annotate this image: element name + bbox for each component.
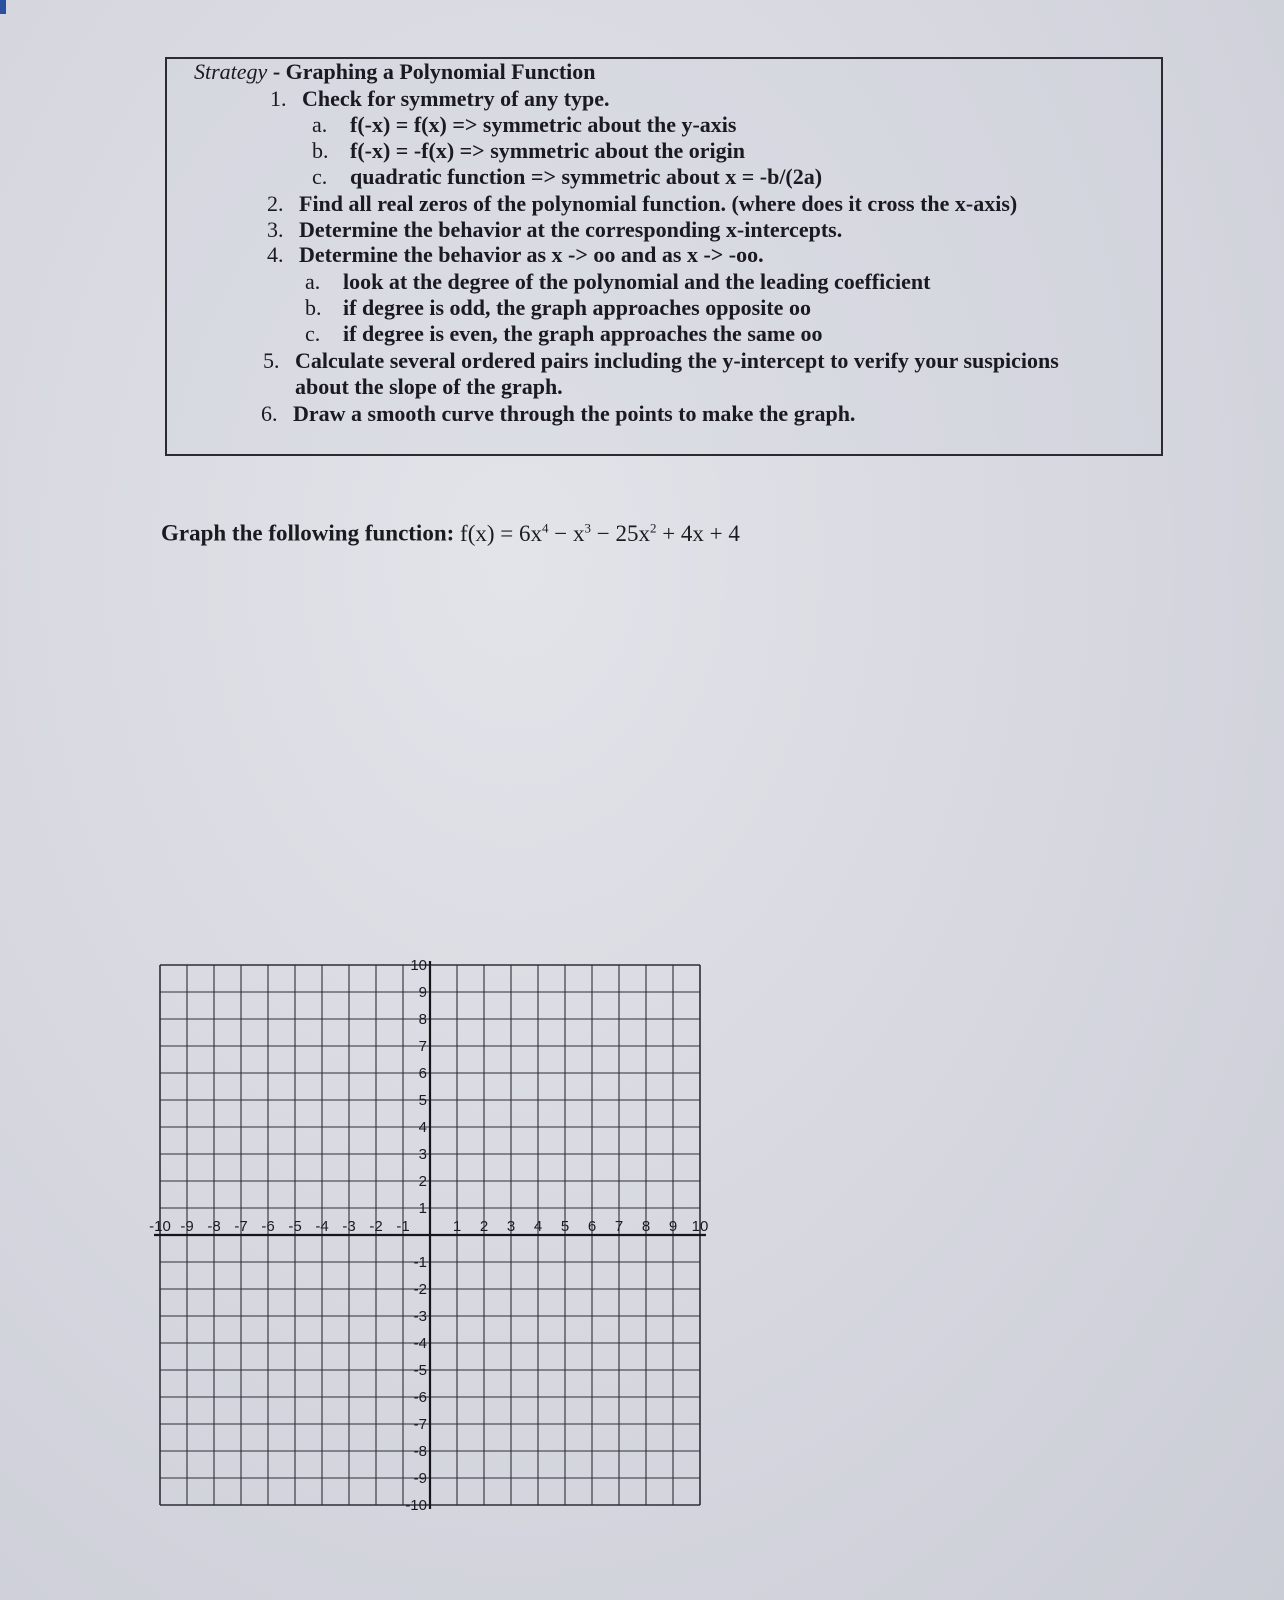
y-tick-label: -4 xyxy=(413,1335,427,1352)
x-tick-label: 5 xyxy=(560,1218,570,1235)
grid-svg xyxy=(140,955,720,1545)
coordinate-grid xyxy=(140,955,720,1545)
strategy-heading: - Graphing a Polynomial Function xyxy=(272,59,596,84)
x-tick-label: 3 xyxy=(506,1218,516,1235)
step-4: 4. Determine the behavior as x -> oo and as x -> -oo. xyxy=(267,242,764,267)
function-expression: $f(x) = 6x^4 - x^3 - 25x^2 + 4x + 4$ xyxy=(460,520,740,546)
step-5: 5. Calculate several ordered pairs including the y-intercept to verify your suspicions xyxy=(263,348,1059,373)
y-tick-label: 7 xyxy=(418,1038,427,1055)
x-tick-label: 1 xyxy=(452,1218,462,1235)
behavior-sub-c: c. if degree is even, the graph approaches the same oo xyxy=(305,321,823,346)
step-3: 3. Determine the behavior at the corresponding x-intercepts. xyxy=(267,217,843,242)
y-tick-label: 2 xyxy=(418,1173,427,1190)
step-1: 1. Check for symmetry of any type. xyxy=(270,86,610,111)
x-tick-label: -6 xyxy=(261,1218,275,1235)
strategy-box xyxy=(165,57,1163,456)
question-prompt: Graph the following function: xyxy=(161,520,455,546)
step-5-continued: about the slope of the graph. xyxy=(295,374,563,399)
y-tick-label: -2 xyxy=(413,1281,427,1298)
symmetry-sub-b: b. f(-x) = -f(x) => symmetric about the origin xyxy=(312,138,746,163)
y-tick-label: 3 xyxy=(418,1146,427,1163)
y-tick-label: 4 xyxy=(418,1119,427,1136)
y-tick-label: 8 xyxy=(418,1011,427,1028)
behavior-sub-b: b. if degree is odd, the graph approaches opposite oo xyxy=(305,295,811,320)
question-text xyxy=(161,520,740,547)
x-tick-label: -10 xyxy=(149,1218,171,1235)
x-tick-label: -8 xyxy=(207,1218,221,1235)
x-tick-label: 8 xyxy=(641,1218,651,1235)
x-tick-label: -3 xyxy=(342,1218,356,1235)
step-2: 2. Find all real zeros of the polynomial function. (where does it cross the x-axis) xyxy=(267,191,1018,216)
y-tick-label: 6 xyxy=(418,1065,427,1082)
y-tick-label: -3 xyxy=(413,1308,427,1325)
y-tick-label: -7 xyxy=(413,1416,427,1433)
symmetry-sub-c: c. quadratic function => symmetric about x = -b/(2a) xyxy=(312,164,823,189)
x-tick-label: 4 xyxy=(533,1218,543,1235)
x-tick-label: 10 xyxy=(691,1218,709,1235)
x-tick-label: 7 xyxy=(614,1218,624,1235)
step-6: 6. Draw a smooth curve through the points to make the graph. xyxy=(261,401,856,426)
y-tick-label: -8 xyxy=(413,1443,427,1460)
y-tick-label: -1 xyxy=(413,1254,427,1271)
y-tick-label: 10 xyxy=(410,957,427,974)
y-tick-label: -10 xyxy=(405,1497,427,1514)
x-tick-label: 2 xyxy=(479,1218,489,1235)
y-tick-label: -5 xyxy=(413,1362,427,1379)
behavior-sub-a: a. look at the degree of the polynomial and the leading coefficient xyxy=(305,269,931,294)
strategy-title xyxy=(194,59,596,85)
y-tick-label: 9 xyxy=(418,984,427,1001)
y-tick-label: -6 xyxy=(413,1389,427,1406)
strategy-label: Strategy xyxy=(194,59,268,84)
y-tick-label: 5 xyxy=(418,1092,427,1109)
x-tick-label: -1 xyxy=(396,1218,410,1235)
x-tick-label: -5 xyxy=(288,1218,302,1235)
symmetry-sub-a: a. f(-x) = f(x) => symmetric about the y-axis xyxy=(312,112,737,137)
x-tick-label: 9 xyxy=(668,1218,678,1235)
x-tick-label: -7 xyxy=(234,1218,248,1235)
x-tick-label: 6 xyxy=(587,1218,597,1235)
y-tick-label: 1 xyxy=(418,1200,427,1217)
x-tick-label: -4 xyxy=(315,1218,329,1235)
x-tick-label: -9 xyxy=(180,1218,194,1235)
x-tick-label: -2 xyxy=(369,1218,383,1235)
y-tick-label: -9 xyxy=(413,1470,427,1487)
edge-mark xyxy=(0,0,6,14)
